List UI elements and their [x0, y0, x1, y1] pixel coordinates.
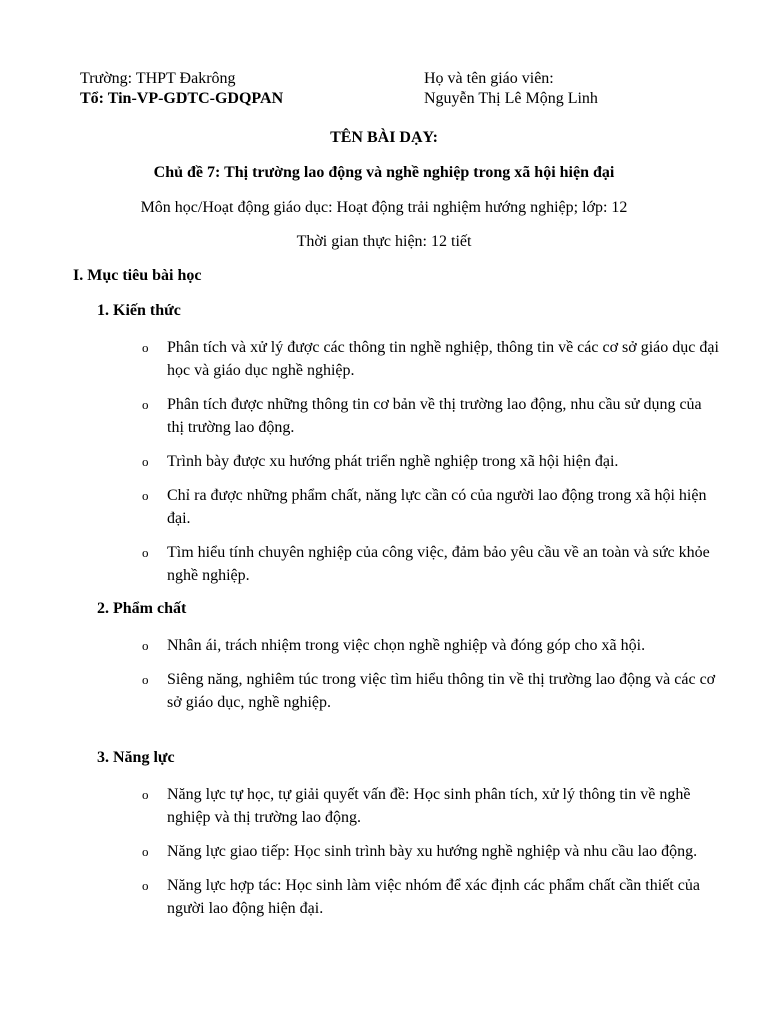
bullet-icon: o [142, 672, 149, 687]
list-item: o Năng lực tự học, tự giải quyết vấn đề: Học sinh phân tích, xử lý thông tin về nghề nghiệp và thị trường lao động. [142, 783, 722, 829]
section-heading: I. Mục tiêu bài học [73, 267, 202, 284]
teacher-label: Họ và tên giáo viên: [424, 70, 554, 87]
bullet-icon: o [142, 545, 149, 560]
subsection-heading-knowledge: 1. Kiến thức [97, 302, 181, 319]
bullet-icon: o [142, 844, 149, 859]
competencies-list [142, 783, 722, 931]
list-item: o Chỉ ra được những phẩm chất, năng lực cần có của người lao động trong xã hội hiện đại. [142, 484, 722, 530]
list-item: o Năng lực giao tiếp: Học sinh trình bày xu hướng nghề nghiệp và nhu cầu lao động. [142, 840, 722, 863]
bullet-icon: o [142, 638, 149, 653]
topic-title: Chủ đề 7: Thị trường lao động và nghề nghiệp trong xã hội hiện đại [153, 164, 615, 181]
subsection-heading-competencies: 3. Năng lực [97, 749, 175, 766]
bullet-icon: o [142, 397, 149, 412]
list-item: o Năng lực hợp tác: Học sinh làm việc nhóm để xác định các phẩm chất cần thiết của người lao động hiện đại. [142, 874, 722, 920]
bullet-icon: o [142, 488, 149, 503]
list-item: o Phân tích được những thông tin cơ bản về thị trường lao động, nhu cầu sử dụng của thị trường lao động. [142, 393, 722, 439]
bullet-icon: o [142, 340, 149, 355]
subsection-heading-qualities: 2. Phẩm chất [97, 600, 187, 617]
list-item: o Trình bày được xu hướng phát triển nghề nghiệp trong xã hội hiện đại. [142, 450, 722, 473]
bullet-icon: o [142, 454, 149, 469]
lesson-title-label: TÊN BÀI DẠY: [330, 129, 438, 146]
list-item: o Siêng năng, nghiêm túc trong việc tìm hiểu thông tin về thị trường lao động và các cơ sở giáo dục, nghề nghiệp. [142, 668, 722, 714]
duration-line: Thời gian thực hiện: 12 tiết [296, 233, 472, 250]
bullet-icon: o [142, 787, 149, 802]
knowledge-list [142, 336, 722, 598]
list-item: o Nhân ái, trách nhiệm trong việc chọn nghề nghiệp và đóng góp cho xã hội. [142, 634, 722, 657]
school-name: Trường: THPT Đakrông [80, 70, 236, 87]
department-name: Tổ: Tin-VP-GDTC-GDQPAN [80, 90, 284, 107]
list-item: o Phân tích và xử lý được các thông tin nghề nghiệp, thông tin về các cơ sở giáo dục đại học và giáo dục nghề nghiệp. [142, 336, 722, 382]
bullet-icon: o [142, 878, 149, 893]
teacher-name: Nguyễn Thị Lê Mộng Linh [424, 90, 598, 107]
subject-line: Môn học/Hoạt động giáo dục: Hoạt động trải nghiệm hướng nghiệp; lớp: 12 [140, 199, 628, 216]
list-item: o Tìm hiểu tính chuyên nghiệp của công việc, đảm bảo yêu cầu về an toàn và sức khỏe nghề nghiệp. [142, 541, 722, 587]
qualities-list [142, 634, 722, 725]
